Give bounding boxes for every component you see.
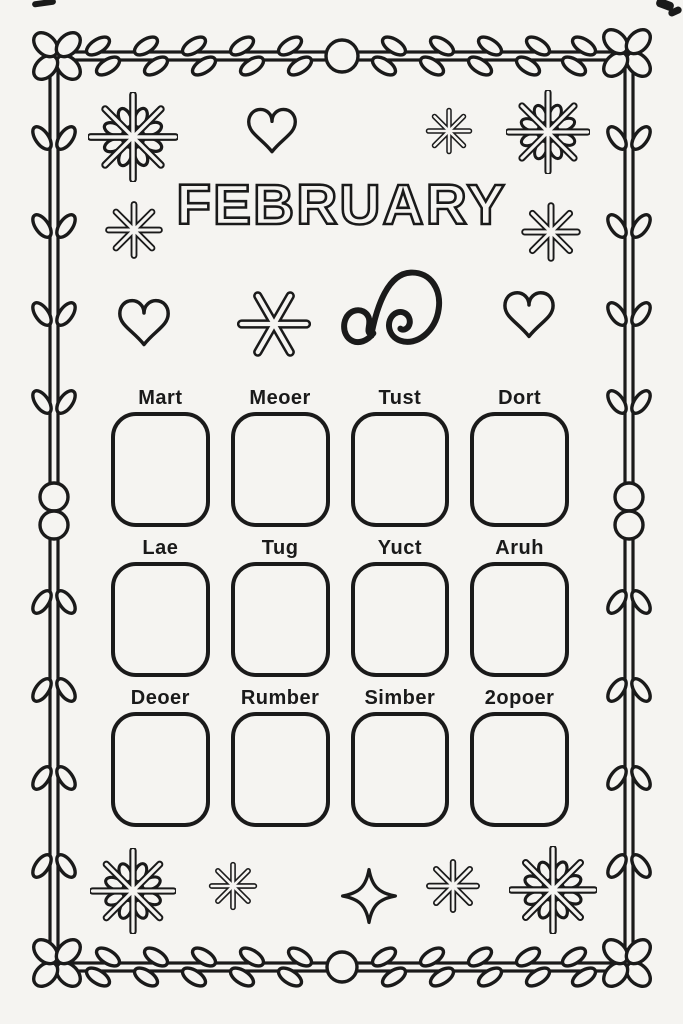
coloring-box [111,562,210,677]
snowflake-icon [506,90,590,174]
day-label: Rumber [240,687,320,709]
double-circle-node [40,511,68,539]
page-title: FEBRUARY [176,173,507,237]
heart-icon [243,104,301,156]
snowflake-icon [88,92,178,182]
coloring-box [231,412,330,527]
calendar-cell [470,686,569,827]
day-label: Lae [142,537,179,559]
day-label: Tug [261,537,299,559]
day-label: Tust [378,387,422,409]
day-label: Simber [364,687,436,709]
snowflake-icon [509,846,597,934]
coloring-box [470,562,569,677]
calendar-cell [351,536,450,677]
coloring-box [351,562,450,677]
asterisk-icon [424,106,474,156]
coloring-box [470,412,569,527]
calendar-cell [351,386,450,527]
calendar-cell [351,686,450,827]
heart-icon [501,284,557,344]
snowflake-icon [90,848,176,934]
coloring-box [231,562,330,677]
day-label: Yuct [377,537,422,559]
calendar-cell [231,686,330,827]
double-circle-node [40,483,68,511]
calendar-cell [111,386,210,527]
asterisk-icon [207,860,259,912]
day-label: Mart [138,387,183,409]
asterisk-icon [519,200,583,264]
double-circle-node [615,483,643,511]
heart-icon [114,295,174,349]
calendar-cell [231,386,330,527]
calendar-cell [111,686,210,827]
day-label: 2opoer [484,687,555,709]
day-label: Dort [498,387,542,409]
coloring-box [351,412,450,527]
coloring-box [111,712,210,827]
swirl-icon [336,260,448,358]
circle-node [327,952,357,982]
day-label: Deoer [130,687,190,709]
calendar-cell [470,386,569,527]
coloring-box [351,712,450,827]
calendar-cell [111,536,210,677]
calendar-cell [470,536,569,677]
coloring-box [231,712,330,827]
sparkle-icon [339,866,399,926]
asterisk-icon [424,857,482,915]
asterisk-icon [237,288,311,360]
coloring-box [111,412,210,527]
calendar-cell [231,536,330,677]
calendar-grid [111,386,569,827]
day-label: Meoer [249,387,311,409]
double-circle-node [615,511,643,539]
day-label: Aruh [495,537,544,559]
coloring-box [470,712,569,827]
circle-node [326,40,358,72]
